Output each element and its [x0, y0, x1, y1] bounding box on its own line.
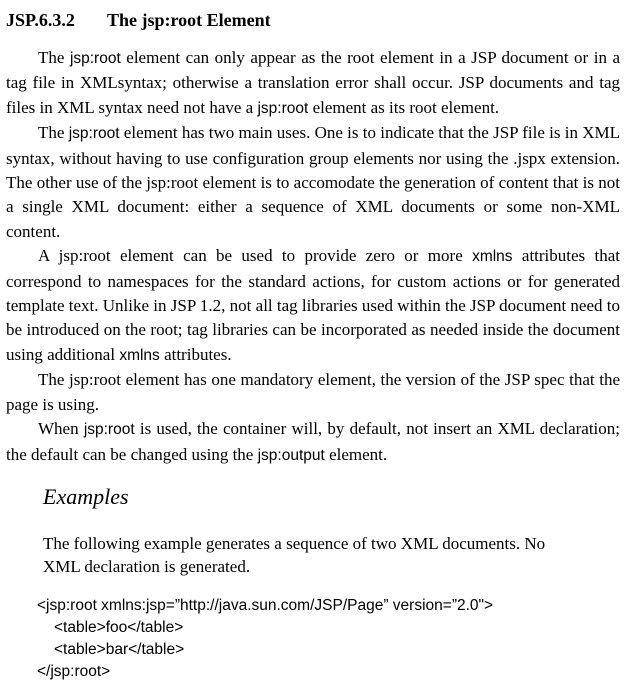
code-line-jsp-root-open: <jsp:root xmlns:jsp=”http://java.sun.com/JSP/Page” version=”2.0">: [37, 596, 494, 614]
code-term-jsp-root: jsp:root: [83, 421, 135, 439]
section-heading: [6, 9, 620, 31]
code-block: [37, 595, 620, 683]
paragraph-5: [6, 417, 620, 468]
paragraph-2: [6, 121, 620, 244]
code-term-jsp-root: jsp:root: [69, 50, 121, 67]
section-number: JSP.6.3.2: [6, 10, 75, 30]
text-run: The: [38, 123, 69, 143]
text-run: element as its root element.: [308, 97, 500, 117]
code-term-jsp-output: jsp:output: [257, 446, 325, 464]
code-line-table-foo: <table>foo</table>: [54, 618, 184, 636]
text-run: A jsp:root element can be used to provide zero or more: [38, 246, 473, 266]
code-term-jsp-root: jsp:root: [68, 125, 120, 143]
text-run: element.: [324, 444, 388, 464]
text-run: The jsp:root element has one mandatory element, the version of the JSP spec that the page is using.: [6, 370, 620, 414]
examples-intro: The following example generates a sequence of two XML documents. No XML declaration is generated.: [43, 533, 546, 577]
code-term-xmlns: xmlns: [472, 248, 513, 266]
code-line-jsp-root-close: </jsp:root>: [37, 662, 111, 680]
text-run: attributes that correspond to namespaces for the standard actions, for custom actions or for generated template text. Unlike in JSP 1.2, not all tag libraries used within the JSP document need to be introduced on the root; tag libraries can be incorporated as needed inside the document using additional: [6, 246, 620, 364]
text-run: The: [38, 48, 70, 67]
section-title: The jsp:root Element: [107, 10, 271, 30]
text-run: is used, the container will, by default, not insert an XML declaration; the default can be changed using the: [6, 419, 621, 464]
paragraph-3: [6, 244, 620, 368]
code-term-jsp-root: jsp:root: [257, 99, 309, 117]
code-line-table-bar: <table>bar</table>: [54, 640, 185, 658]
text-run: element has two main uses. One is to indicate that the JSP file is in XML syntax, without having to use configuration group elements nor using the .jspx extension. The other use of the jsp:root element is to accomodate the generation of content that is not a single XML document: either a sequence of XML documents or some non-XML content.: [6, 123, 621, 241]
paragraph-1: [6, 46, 620, 121]
paragraph-4: [6, 368, 620, 417]
text-run: When: [38, 419, 84, 439]
text-run: element can only appear as the root element in a JSP document or in a tag file in XMLsyntax; otherwise a translation error shall occur. JSP documents and tag files in XML syntax need not have a: [6, 48, 620, 117]
examples-heading: Examples: [43, 483, 129, 509]
code-term-xmlns: xmlns: [119, 346, 160, 364]
examples-section: [37, 484, 620, 683]
text-run: attributes.: [159, 344, 232, 364]
